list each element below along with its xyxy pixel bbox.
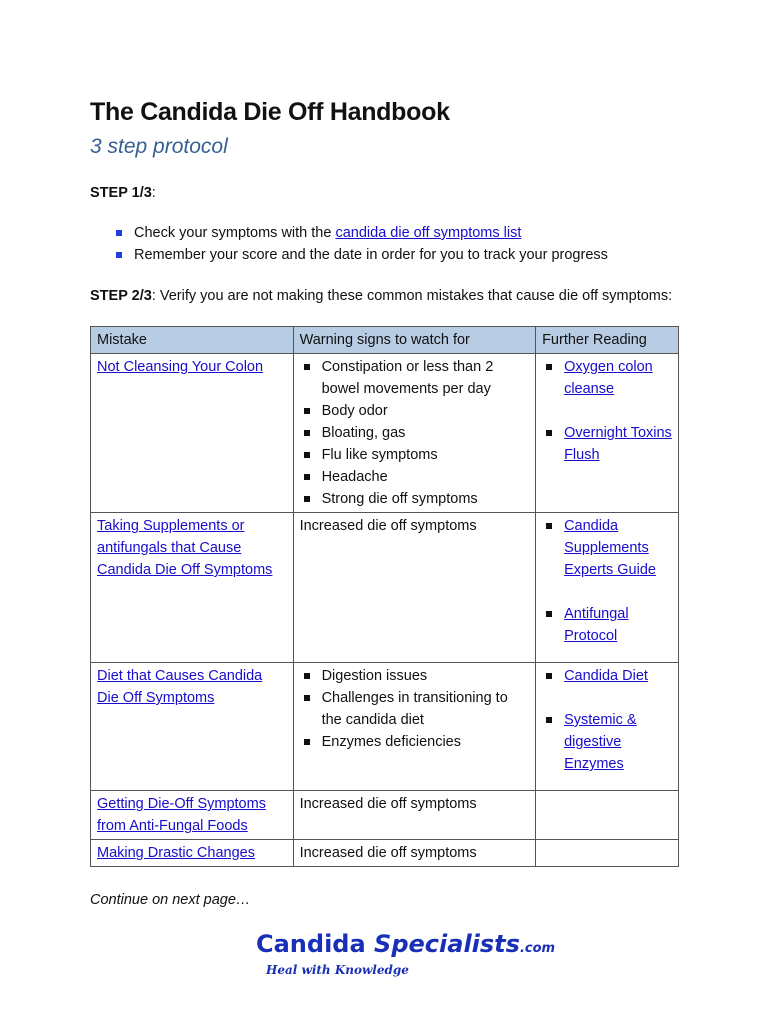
sign-text: Digestion issues <box>321 668 428 684</box>
mistake-link[interactable]: Taking Supplements or antifungals that Cause Candida Die Off Symptoms <box>97 518 273 578</box>
square-bullet-icon <box>304 474 310 480</box>
table-row <box>91 791 679 840</box>
mistake-cell <box>91 840 294 867</box>
sign-text: Body odor <box>321 403 388 419</box>
list-item <box>116 244 680 266</box>
logo-domain: .com <box>519 941 556 956</box>
step2-label: STEP 2/3 <box>90 288 152 304</box>
sign-text: Challenges in transitioning to the candida diet <box>321 690 508 728</box>
signs-cell <box>293 663 536 791</box>
sign-text: Constipation or less than 2 bowel movements per day <box>321 359 494 397</box>
logo-tagline: Heal with Knowledge <box>266 963 409 977</box>
logo-brand-secondary: Specialists <box>374 930 520 958</box>
reading-link[interactable]: Systemic & digestive Enzymes <box>564 712 637 772</box>
list-item <box>116 222 680 244</box>
square-bullet-icon <box>304 430 310 436</box>
mistake-link[interactable]: Not Cleansing Your Colon <box>97 359 264 375</box>
list-item <box>300 400 530 422</box>
sign-text: Flu like symptoms <box>321 447 438 463</box>
bullet-text: Check your symptoms with the <box>134 225 336 241</box>
square-bullet-icon <box>546 717 552 723</box>
reading-link[interactable]: Antifungal Protocol <box>564 606 629 644</box>
column-header-further-reading: Further Reading <box>536 327 679 354</box>
mistake-cell <box>91 663 294 791</box>
list-item <box>300 687 530 731</box>
mistake-link[interactable]: Diet that Causes Candida Die Off Symptoms <box>97 668 263 706</box>
page-title: The Candida Die Off Handbook <box>90 98 450 126</box>
reading-link[interactable]: Oxygen colon cleanse <box>564 359 653 397</box>
reading-cell <box>536 791 679 840</box>
list-item <box>542 709 672 775</box>
reading-list <box>542 356 672 466</box>
table-row <box>91 354 679 513</box>
square-bullet-icon <box>546 611 552 617</box>
list-item <box>300 731 530 753</box>
bullet-text: Remember your score and the date in order for you to track your progress <box>134 247 608 263</box>
step1-list <box>90 222 680 266</box>
candida-specialists-logo <box>256 930 556 980</box>
mistake-cell <box>91 354 294 513</box>
document-page <box>90 92 680 908</box>
reading-list <box>542 665 672 775</box>
reading-list <box>542 515 672 647</box>
signs-cell: Increased die off symptoms <box>293 513 536 663</box>
sign-text: Bloating, gas <box>321 425 406 441</box>
square-bullet-icon <box>304 496 310 502</box>
mistake-cell <box>91 791 294 840</box>
square-bullet-icon <box>116 230 122 236</box>
mistake-cell <box>91 513 294 663</box>
reading-link[interactable]: Candida Diet <box>564 668 648 684</box>
square-bullet-icon <box>304 695 310 701</box>
mistake-link[interactable]: Making Drastic Changes <box>97 845 255 861</box>
page-subtitle: 3 step protocol <box>90 135 228 158</box>
step1-label: STEP 1/3 <box>90 185 152 201</box>
signs-list <box>300 665 530 753</box>
square-bullet-icon <box>546 523 552 529</box>
sign-text: Enzymes deficiencies <box>321 734 461 750</box>
logo-wordmark <box>256 930 556 963</box>
list-item <box>300 422 530 444</box>
list-item <box>300 444 530 466</box>
spacer <box>542 581 672 603</box>
list-item <box>300 488 530 510</box>
continue-note: Continue on next page… <box>90 892 251 908</box>
symptoms-list-link[interactable]: candida die off symptoms list <box>335 225 522 241</box>
signs-list <box>300 356 530 510</box>
table-row <box>91 663 679 791</box>
square-bullet-icon <box>546 673 552 679</box>
signs-cell: Increased die off symptoms <box>293 791 536 840</box>
list-item <box>542 665 672 687</box>
square-bullet-icon <box>304 452 310 458</box>
signs-cell: Increased die off symptoms <box>293 840 536 867</box>
list-item <box>542 422 672 466</box>
list-item <box>542 515 672 581</box>
table-row <box>91 513 679 663</box>
reading-cell <box>536 663 679 791</box>
step2-heading <box>90 285 680 307</box>
sign-text: Headache <box>321 469 388 485</box>
step2-text: : Verify you are not making these common mistakes that cause die off symptoms: <box>151 288 673 304</box>
column-header-mistake: Mistake <box>91 327 294 354</box>
mistake-link[interactable]: Getting Die-Off Symptoms from Anti-Fungal Foods <box>97 796 266 834</box>
reading-link[interactable]: Overnight Toxins Flush <box>564 425 672 463</box>
list-item <box>300 356 530 400</box>
reading-cell <box>536 513 679 663</box>
logo-brand: Candida <box>256 930 366 958</box>
table-header-row <box>91 327 679 354</box>
mistakes-table <box>90 326 679 867</box>
step1-suffix: : <box>151 185 156 201</box>
square-bullet-icon <box>546 430 552 436</box>
square-bullet-icon <box>546 364 552 370</box>
sign-text: Strong die off symptoms <box>321 491 478 507</box>
signs-cell <box>293 354 536 513</box>
list-item <box>300 665 530 687</box>
square-bullet-icon <box>304 364 310 370</box>
spacer <box>542 687 672 709</box>
step1-heading <box>90 182 680 204</box>
list-item <box>300 466 530 488</box>
reading-cell <box>536 354 679 513</box>
reading-cell <box>536 840 679 867</box>
reading-link[interactable]: Candida Supplements Experts Guide <box>564 518 656 578</box>
list-item <box>542 603 672 647</box>
square-bullet-icon <box>304 739 310 745</box>
table-row <box>91 840 679 867</box>
square-bullet-icon <box>304 673 310 679</box>
spacer <box>542 400 672 422</box>
column-header-warning-signs: Warning signs to watch for <box>293 327 536 354</box>
square-bullet-icon <box>116 252 122 258</box>
list-item <box>542 356 672 400</box>
square-bullet-icon <box>304 408 310 414</box>
